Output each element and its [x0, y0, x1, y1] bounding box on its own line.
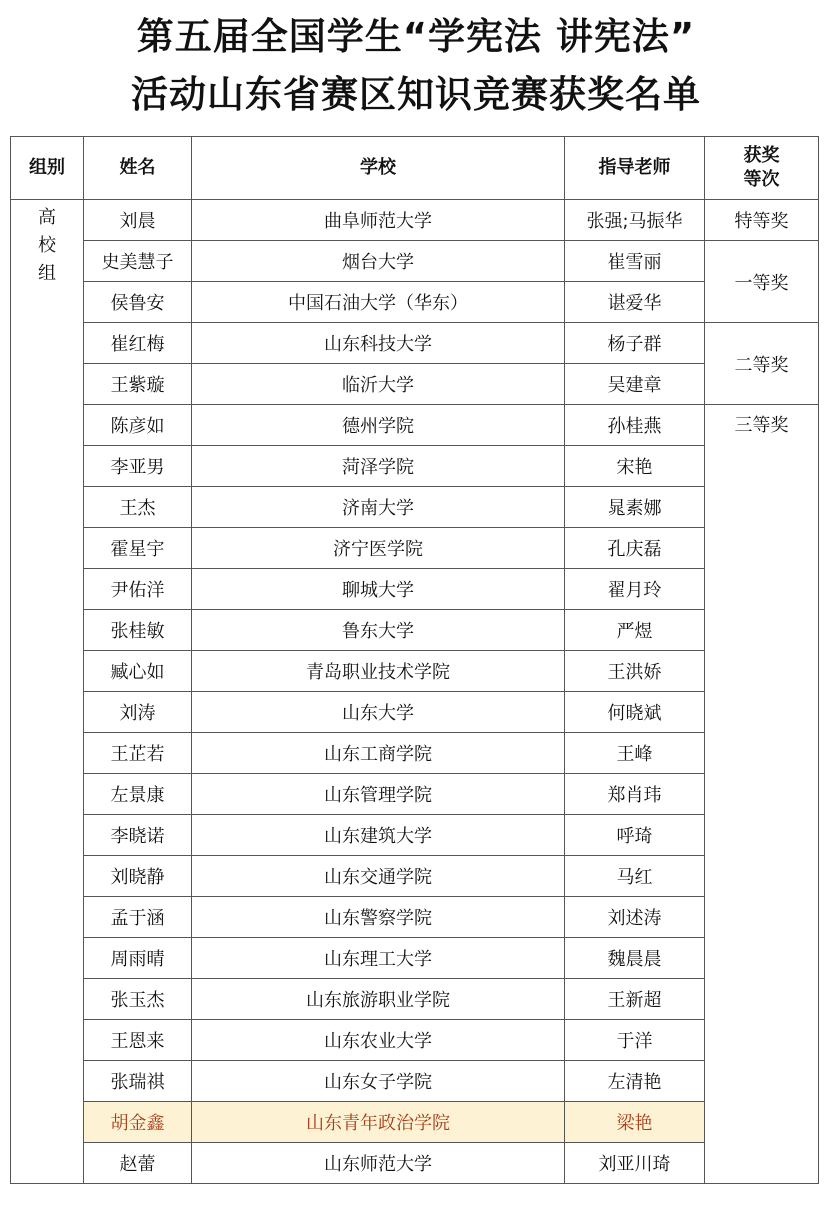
school-cell: 青岛职业技术学院	[192, 651, 565, 692]
header-award	[705, 137, 819, 200]
teacher-cell: 杨子群	[565, 323, 705, 364]
table-row	[11, 774, 819, 815]
header-award-line1: 获奖	[743, 145, 780, 166]
name-cell: 王紫璇	[84, 364, 192, 405]
teacher-cell: 孙桂燕	[565, 405, 705, 446]
name-cell: 张桂敏	[84, 610, 192, 651]
name-cell: 张瑞祺	[84, 1061, 192, 1102]
table-row	[11, 487, 819, 528]
teacher-cell: 梁艳	[565, 1102, 705, 1143]
table-row	[11, 528, 819, 569]
group-char: 高	[38, 207, 56, 228]
school-cell: 菏泽学院	[192, 446, 565, 487]
name-cell: 尹佑洋	[84, 569, 192, 610]
name-cell: 陈彦如	[84, 405, 192, 446]
group-char: 组	[38, 263, 56, 284]
table-row	[11, 446, 819, 487]
school-cell: 中国石油大学（华东）	[192, 282, 565, 323]
name-cell: 李亚男	[84, 446, 192, 487]
name-cell: 王恩来	[84, 1020, 192, 1061]
table-row	[11, 241, 819, 282]
name-cell: 左景康	[84, 774, 192, 815]
table-row	[11, 282, 819, 323]
teacher-cell: 宋艳	[565, 446, 705, 487]
name-cell: 刘晨	[84, 200, 192, 241]
table-row	[11, 1020, 819, 1061]
table-row	[11, 569, 819, 610]
award-cell-second: 二等奖	[705, 323, 819, 405]
teacher-cell: 呼琦	[565, 815, 705, 856]
school-cell: 山东大学	[192, 692, 565, 733]
name-cell: 刘晓静	[84, 856, 192, 897]
school-cell: 烟台大学	[192, 241, 565, 282]
table-row	[11, 815, 819, 856]
header-group: 组别	[11, 137, 84, 200]
teacher-cell: 晁素娜	[565, 487, 705, 528]
teacher-cell: 郑肖玮	[565, 774, 705, 815]
table-row	[11, 323, 819, 364]
name-cell: 周雨晴	[84, 938, 192, 979]
table-row	[11, 938, 819, 979]
name-cell: 胡金鑫	[84, 1102, 192, 1143]
group-cell	[11, 200, 84, 1184]
teacher-cell: 左清艳	[565, 1061, 705, 1102]
table-row	[11, 1061, 819, 1102]
name-cell: 孟于涵	[84, 897, 192, 938]
table-row	[11, 364, 819, 405]
school-cell: 山东旅游职业学院	[192, 979, 565, 1020]
school-cell: 鲁东大学	[192, 610, 565, 651]
school-cell: 山东青年政治学院	[192, 1102, 565, 1143]
school-cell: 山东师范大学	[192, 1143, 565, 1184]
teacher-cell: 严煜	[565, 610, 705, 651]
school-cell: 山东交通学院	[192, 856, 565, 897]
table-row	[11, 405, 819, 446]
school-cell: 临沂大学	[192, 364, 565, 405]
award-cell-special: 特等奖	[705, 200, 819, 241]
table-row	[11, 856, 819, 897]
header-school: 学校	[192, 137, 565, 200]
name-cell: 霍星宇	[84, 528, 192, 569]
table-row	[11, 733, 819, 774]
table-row	[11, 651, 819, 692]
teacher-cell: 魏晨晨	[565, 938, 705, 979]
header-teacher: 指导老师	[565, 137, 705, 200]
teacher-cell: 刘亚川琦	[565, 1143, 705, 1184]
title-line-1: 第五届全国学生“学宪法 讲宪法”	[136, 15, 696, 58]
award-table	[10, 136, 819, 1184]
table-row	[11, 979, 819, 1020]
teacher-cell: 吴建章	[565, 364, 705, 405]
teacher-cell: 崔雪丽	[565, 241, 705, 282]
table-header-row	[11, 137, 819, 200]
teacher-cell: 孔庆磊	[565, 528, 705, 569]
teacher-cell: 翟月玲	[565, 569, 705, 610]
name-cell: 刘涛	[84, 692, 192, 733]
header-award-line2: 等次	[743, 169, 780, 190]
name-cell: 臧心如	[84, 651, 192, 692]
teacher-cell: 谌爱华	[565, 282, 705, 323]
table-row	[11, 897, 819, 938]
name-cell: 李晓诺	[84, 815, 192, 856]
teacher-cell: 王新超	[565, 979, 705, 1020]
school-cell: 济宁医学院	[192, 528, 565, 569]
name-cell: 史美慧子	[84, 241, 192, 282]
award-cell-third: 三等奖	[705, 405, 819, 1184]
teacher-cell: 何晓斌	[565, 692, 705, 733]
name-cell: 侯鲁安	[84, 282, 192, 323]
teacher-cell: 马红	[565, 856, 705, 897]
name-cell: 赵蕾	[84, 1143, 192, 1184]
school-cell: 山东建筑大学	[192, 815, 565, 856]
award-cell-first: 一等奖	[705, 241, 819, 323]
group-char: 校	[38, 235, 56, 256]
name-cell: 崔红梅	[84, 323, 192, 364]
table-row	[11, 610, 819, 651]
name-cell: 王杰	[84, 487, 192, 528]
name-cell: 张玉杰	[84, 979, 192, 1020]
table-row	[11, 692, 819, 733]
school-cell: 山东工商学院	[192, 733, 565, 774]
teacher-cell: 于洋	[565, 1020, 705, 1061]
header-name: 姓名	[84, 137, 192, 200]
teacher-cell: 王峰	[565, 733, 705, 774]
school-cell: 山东科技大学	[192, 323, 565, 364]
teacher-cell: 刘述涛	[565, 897, 705, 938]
school-cell: 山东管理学院	[192, 774, 565, 815]
table-row-highlighted	[11, 1102, 819, 1143]
school-cell: 山东警察学院	[192, 897, 565, 938]
school-cell: 山东女子学院	[192, 1061, 565, 1102]
school-cell: 山东农业大学	[192, 1020, 565, 1061]
teacher-cell: 张强;马振华	[565, 200, 705, 241]
school-cell: 聊城大学	[192, 569, 565, 610]
table-row	[11, 200, 819, 241]
school-cell: 济南大学	[192, 487, 565, 528]
name-cell: 王芷若	[84, 733, 192, 774]
school-cell: 德州学院	[192, 405, 565, 446]
title-line-2: 活动山东省赛区知识竞赛获奖名单	[131, 73, 701, 116]
teacher-cell: 王洪娇	[565, 651, 705, 692]
table-row	[11, 1143, 819, 1184]
school-cell: 山东理工大学	[192, 938, 565, 979]
school-cell: 曲阜师范大学	[192, 200, 565, 241]
